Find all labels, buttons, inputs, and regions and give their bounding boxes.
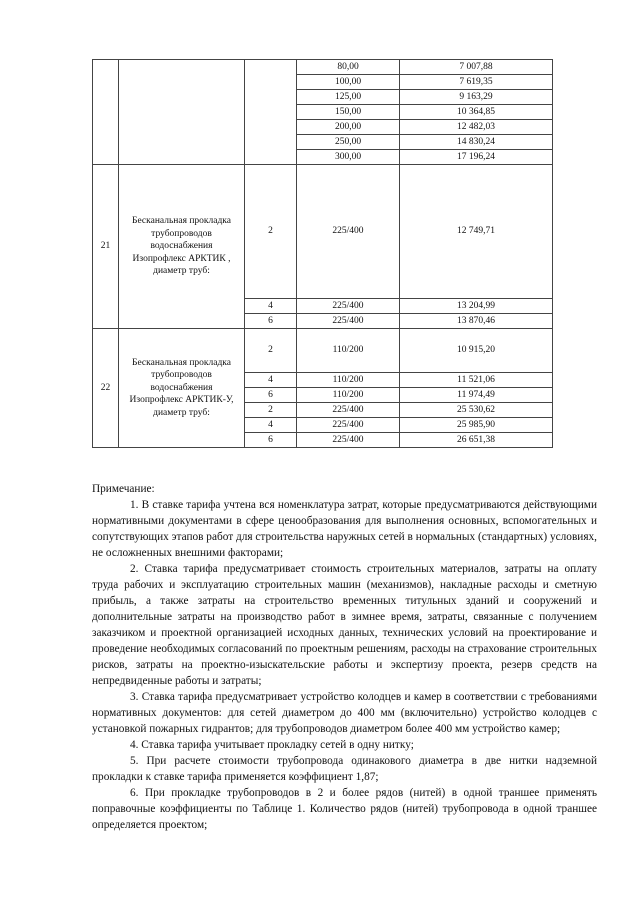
diameter-cell: 100,00	[297, 75, 400, 90]
price-cell: 10 915,20	[400, 329, 553, 373]
pipes-count-cell	[245, 60, 297, 165]
description-cell: Бесканальная прокладка трубопроводов водоснабжения Изопрофлекс АРКТИК-У, диаметр труб:	[119, 329, 245, 448]
notes-section	[92, 481, 597, 833]
diameter-cell: 80,00	[297, 60, 400, 75]
diameter-cell: 110/200	[297, 388, 400, 403]
price-cell: 11 521,06	[400, 373, 553, 388]
diameter-cell: 225/400	[297, 165, 400, 299]
diameter-cell: 225/400	[297, 314, 400, 329]
diameter-cell: 300,00	[297, 150, 400, 165]
pipes-count-cell: 6	[245, 314, 297, 329]
pipes-count-cell: 2	[245, 329, 297, 373]
price-cell: 12 482,03	[400, 120, 553, 135]
diameter-cell: 225/400	[297, 403, 400, 418]
diameter-cell: 225/400	[297, 299, 400, 314]
price-cell: 10 364,85	[400, 105, 553, 120]
price-cell: 17 196,24	[400, 150, 553, 165]
notes-title: Примечание:	[92, 483, 155, 495]
row-number-cell: 22	[93, 329, 119, 448]
diameter-cell: 200,00	[297, 120, 400, 135]
price-cell: 7 007,88	[400, 60, 553, 75]
diameter-cell: 225/400	[297, 418, 400, 433]
row-number-cell: 21	[93, 165, 119, 329]
diameter-cell: 150,00	[297, 105, 400, 120]
tariff-table	[92, 59, 553, 448]
description-cell	[119, 60, 245, 165]
price-cell: 13 870,46	[400, 314, 553, 329]
note-item: 4. Ставка тарифа учитывает прокладку сетей в одну нитку;	[130, 739, 414, 751]
note-item: 1. В ставке тарифа учтена вся номенклатура затрат, которые предусматриваются действующими нормативными документами в сфере ценообразования для выполнения основных, вспомогательных и сопутствующих этапов работ для строительства наружных сетей в нормальных (стандартных) условиях, не осложненных внешними факторами;	[92, 499, 597, 559]
pipes-count-cell: 2	[245, 165, 297, 299]
table-row	[93, 60, 553, 75]
pipes-count-cell: 6	[245, 388, 297, 403]
table-row	[93, 165, 553, 299]
row-number-cell	[93, 60, 119, 165]
price-cell: 9 163,29	[400, 90, 553, 105]
price-cell: 26 651,38	[400, 433, 553, 448]
pipes-count-cell: 4	[245, 373, 297, 388]
diameter-cell: 225/400	[297, 433, 400, 448]
diameter-cell: 110/200	[297, 373, 400, 388]
note-item: 3. Ставка тарифа предусматривает устройство колодцев и камер в соответствии с требованиями нормативных документов: для сетей диаметром до 400 мм (включительно) устройство колодцев с установкой пожарных гидрантов; для трубопроводов диаметром более 400 мм устройство камер;	[92, 691, 597, 735]
price-cell: 11 974,49	[400, 388, 553, 403]
note-item: 5. При расчете стоимости трубопровода одинакового диаметра в две нитки надземной прокладки к ставке тарифа применяется коэффициент 1,87;	[92, 755, 597, 783]
price-cell: 25 530,62	[400, 403, 553, 418]
diameter-cell: 250,00	[297, 135, 400, 150]
price-cell: 12 749,71	[400, 165, 553, 299]
price-cell: 14 830,24	[400, 135, 553, 150]
price-cell: 7 619,35	[400, 75, 553, 90]
description-cell: Бесканальная прокладка трубопроводов водоснабжения Изопрофлекс АРКТИК , диаметр труб:	[119, 165, 245, 329]
pipes-count-cell: 2	[245, 403, 297, 418]
price-cell: 13 204,99	[400, 299, 553, 314]
pipes-count-cell: 4	[245, 418, 297, 433]
diameter-cell: 110/200	[297, 329, 400, 373]
pipes-count-cell: 4	[245, 299, 297, 314]
pipes-count-cell: 6	[245, 433, 297, 448]
table-row	[93, 329, 553, 373]
price-cell: 25 985,90	[400, 418, 553, 433]
note-item: 2. Ставка тарифа предусматривает стоимость строительных материалов, затраты на оплату труда рабочих и эксплуатацию строительных машин (механизмов), накладные расходы и сметную прибыль, а также затраты на строительство временных титульных зданий и сооружений и дополнительные затраты на производство работ в зимнее время, затраты, связанные с получением заказчиком и проектной организацией исходных данных, технических условий на проектирование и проведение необходимых согласований по проектным решениям, расходы на страхование строительных рисков, затраты на проектно-изыскательские работы и экспертизу проекта, резерв средств на непредвиденные работы и затраты;	[92, 563, 597, 687]
note-item: 6. При прокладке трубопроводов в 2 и более рядов (нитей) в одной траншее применять поправочные коэффициенты по Таблице 1. Количество рядов (нитей) трубопровода в одной траншее определяется проектом;	[92, 787, 597, 831]
diameter-cell: 125,00	[297, 90, 400, 105]
